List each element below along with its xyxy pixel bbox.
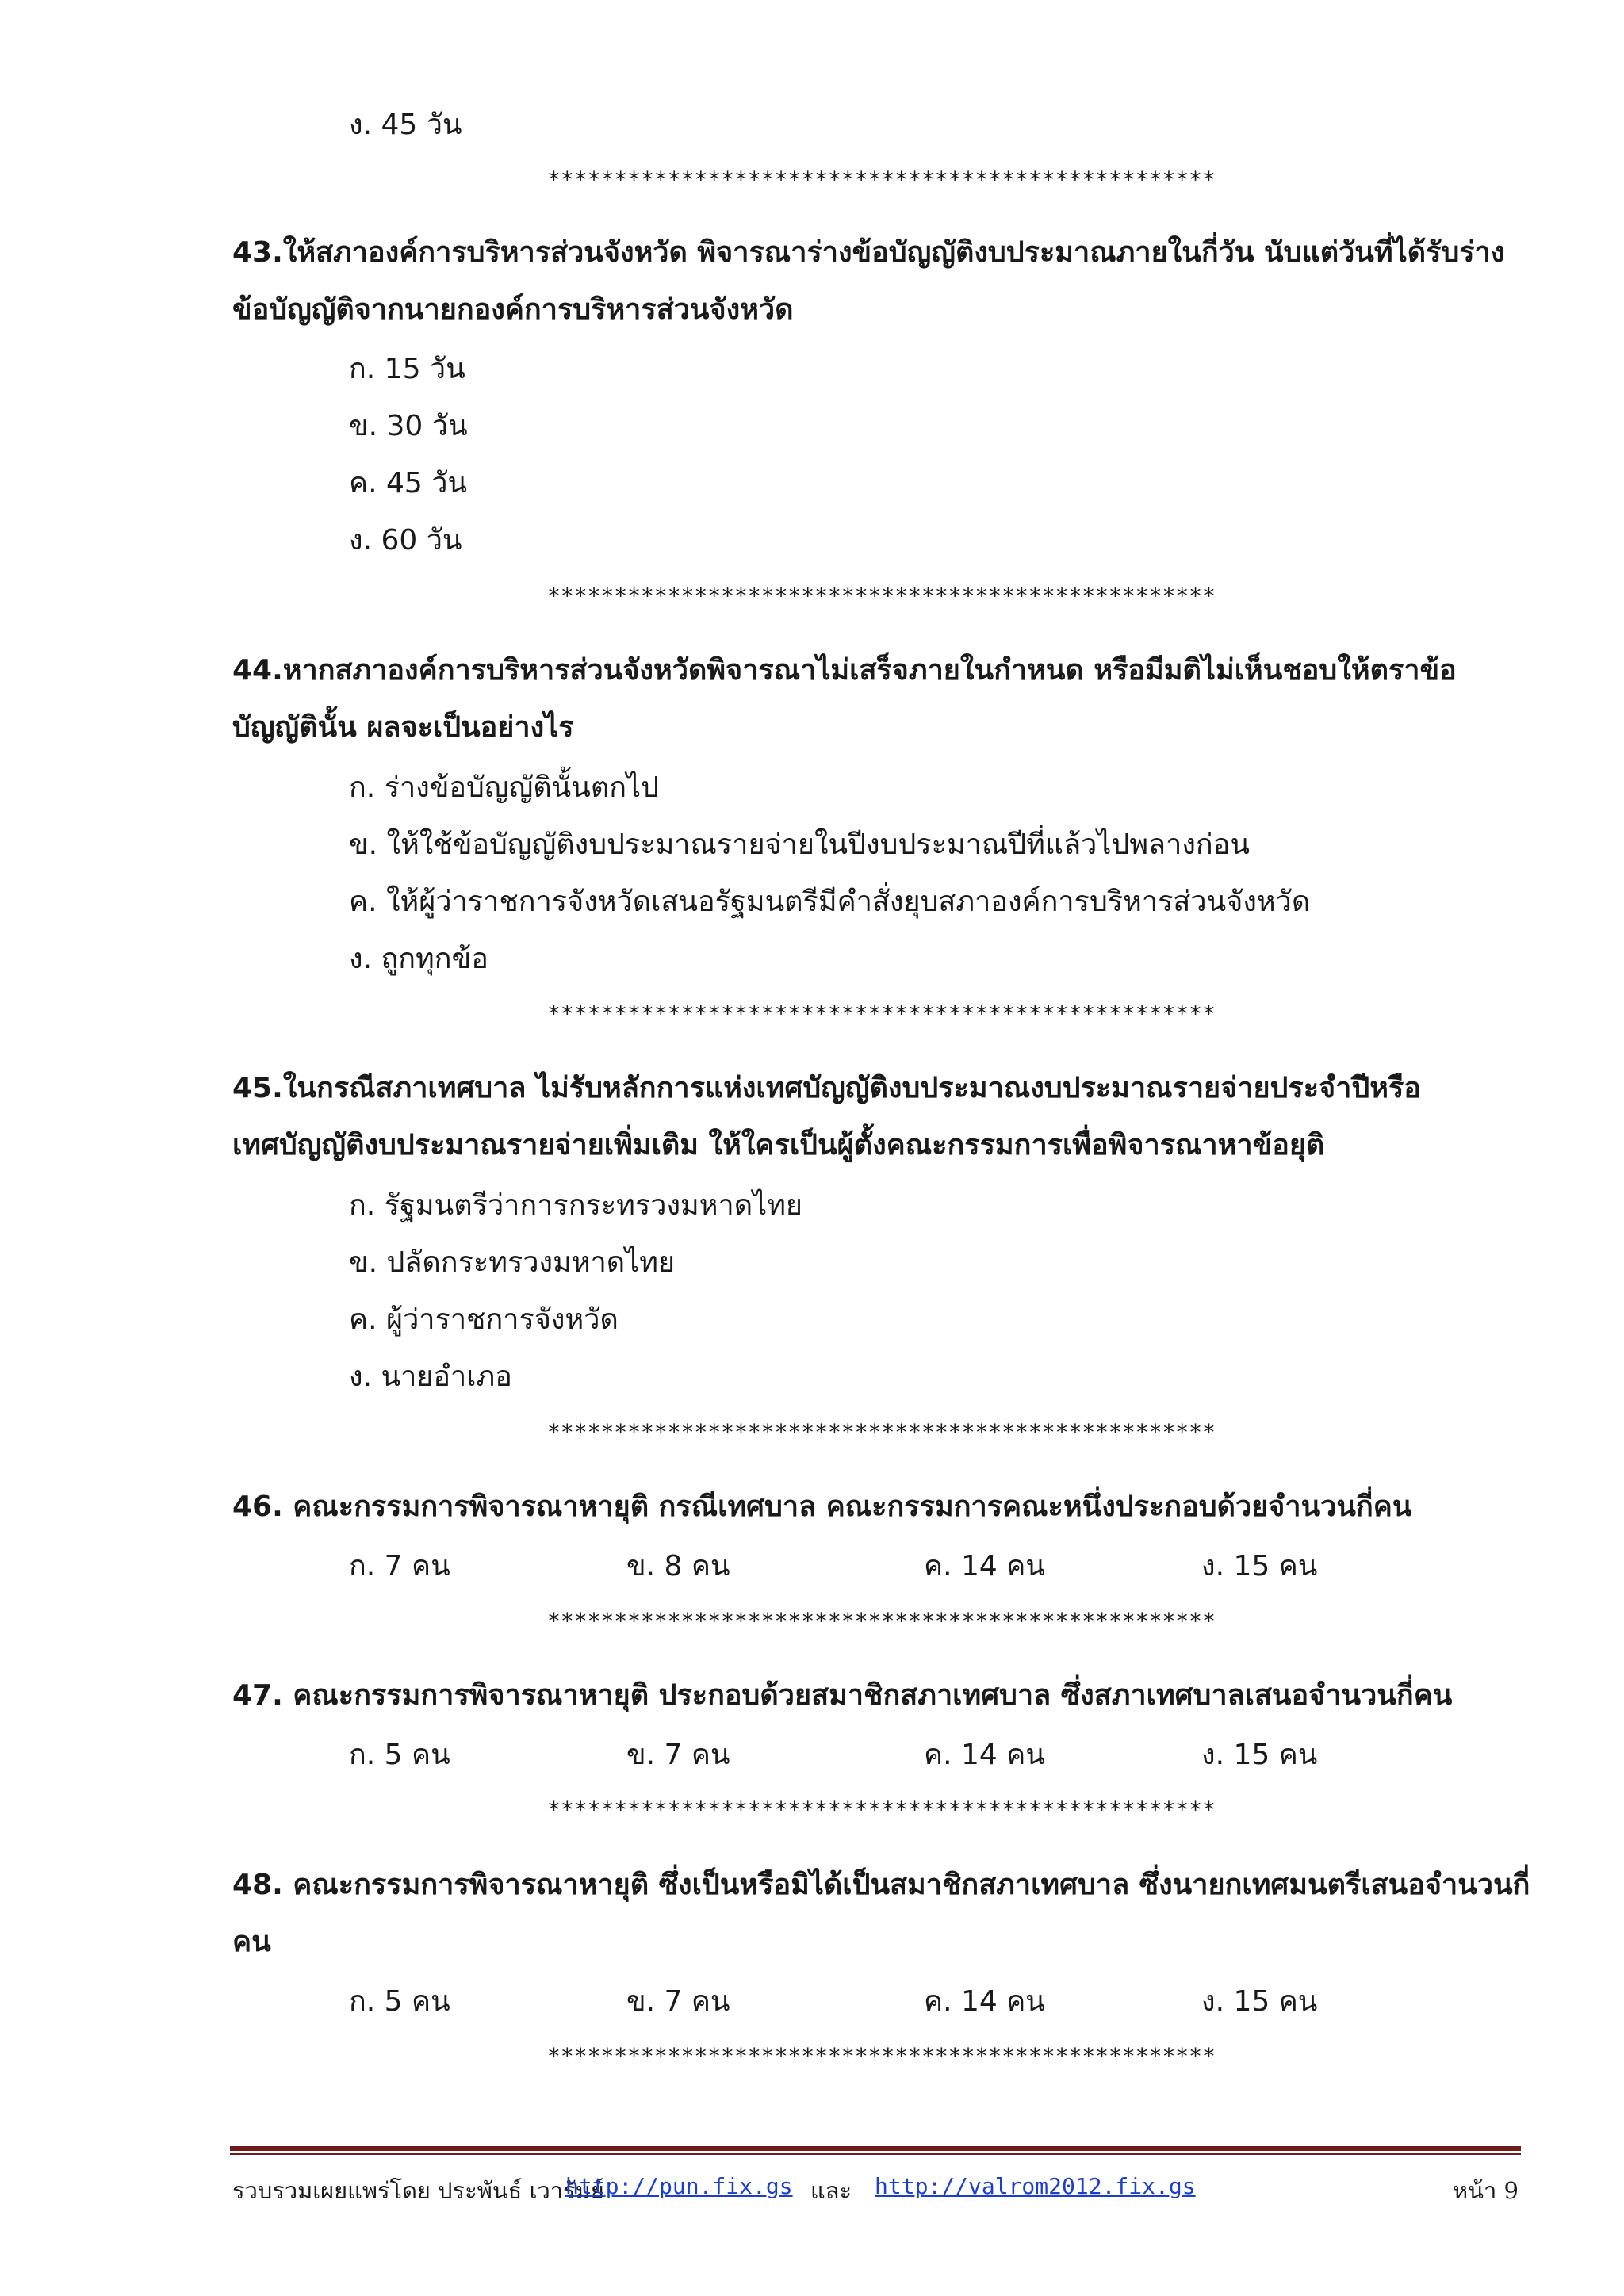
separator: ************************************************** [547,583,1216,609]
footer-rule-thin [230,2153,1521,2155]
option-text: ข. 30 วัน [349,410,468,442]
option-text: ค. ให้ผู้ว่าราชการจังหวัดเสนอรัฐมนตรีมีคำสั่งยุบสภาองค์การบริหารส่วนจังหวัด [349,886,1311,918]
separator: ************************************************** [547,1419,1216,1445]
option-text: ก. 5 คน [349,1739,450,1771]
option-text: ง. 45 วัน [349,109,462,141]
option-text: ข. 7 คน [626,1985,730,2018]
separator: ************************************************** [547,1608,1216,1634]
option-text: ข. 7 คน [626,1739,730,1771]
question-48: 48. คณะกรรมการพิจารณาหายุติ ซึ่งเป็นหรือมิได้เป็นสมาชิกสภาเทศบาล ซึ่งนายกเทศมนตรีเสนอจำนวนกี่คน [232,1869,1530,1958]
question-44: 44.หากสภาองค์การบริหารส่วนจังหวัดพิจารณาไม่เสร็จภายในกำหนด หรือมีมติไม่เห็นชอบให้ตราข้อบัญญัตินั้น ผลจะเป็นอย่างไร [232,654,1457,744]
separator: ************************************************** [547,166,1216,193]
option-text: ง. 60 วัน [349,524,462,557]
page-number: หน้า 9 [1453,2177,1519,2204]
option-text: ง. 15 คน [1201,1739,1318,1771]
option-text: ก. 7 คน [349,1550,450,1582]
question-45: 45.ในกรณีสภาเทศบาล ไม่รับหลักการแห่งเทศบัญญัติงบประมาณงบประมาณรายจ่ายประจำปีหรือเทศบัญญัติงบประมาณรายจ่ายเพิ่มเติม ให้ใครเป็นผู้ตั้งคณะกรรมการเพื่อพิจารณาหาข้อยุติ [232,1072,1421,1161]
option-text: ข. ปลัดกระทรวงมหาดไทย [349,1246,676,1279]
option-text: ค. 14 คน [924,1985,1045,2018]
footer-credit: รวบรวมเผยแพร่โดย ประพันธ์ เวารัมย์ [232,2177,604,2204]
option-text: ค. 14 คน [924,1739,1045,1771]
footer-link-pun[interactable] [565,2172,793,2199]
footer-link-pun-text[interactable]: http://pun.fix.gs [565,2173,793,2199]
separator: ************************************************** [547,1797,1216,1823]
option-text: ก. 5 คน [349,1985,450,2018]
footer-link-valrom[interactable] [875,2172,1196,2199]
option-text: ง. ถูกทุกข้อ [349,943,488,975]
option-text: ง. 15 คน [1201,1550,1318,1582]
option-text: ค. 45 วัน [349,467,468,499]
option-text: ข. 8 คน [626,1550,730,1582]
option-text: ง. นายอำเภอ [349,1360,512,1393]
option-text: ง. 15 คน [1201,1985,1318,2018]
footer-rule-thick [230,2146,1521,2151]
footer-conjunction: และ [810,2177,852,2204]
option-text: ก. รัฐมนตรีว่าการกระทรวงมหาดไทย [349,1189,803,1222]
option-text: ก. 15 วัน [349,353,465,385]
footer-link-valrom-text[interactable]: http://valrom2012.fix.gs [875,2173,1196,2199]
option-text: ก. ร่างข้อบัญญัตินั้นตกไป [349,771,659,804]
option-text: ค. ผู้ว่าราชการจังหวัด [349,1303,619,1336]
option-text: ข. ให้ใช้ข้อบัญญัติงบประมาณรายจ่ายในปีงบประมาณปีที่แล้วไปพลางก่อน [349,828,1250,861]
option-text: ค. 14 คน [924,1550,1045,1582]
question-43: 43.ให้สภาองค์การบริหารส่วนจังหวัด พิจารณาร่างข้อบัญญัติงบประมาณภายในกี่วัน นับแต่วันที่ได้รับร่างข้อบัญญัติจากนายกองค์การบริหารส่วนจังหวัด [232,236,1505,326]
question-46: 46. คณะกรรมการพิจารณาหายุติ กรณีเทศบาล คณะกรรมการคณะหนึ่งประกอบด้วยจำนวนกี่คน [232,1490,1412,1523]
separator: ************************************************** [547,2043,1216,2069]
question-47: 47. คณะกรรมการพิจารณาหายุติ ประกอบด้วยสมาชิกสภาเทศบาล ซึ่งสภาเทศบาลเสนอจำนวนกี่คน [232,1679,1453,1712]
separator: ************************************************** [547,1001,1216,1027]
